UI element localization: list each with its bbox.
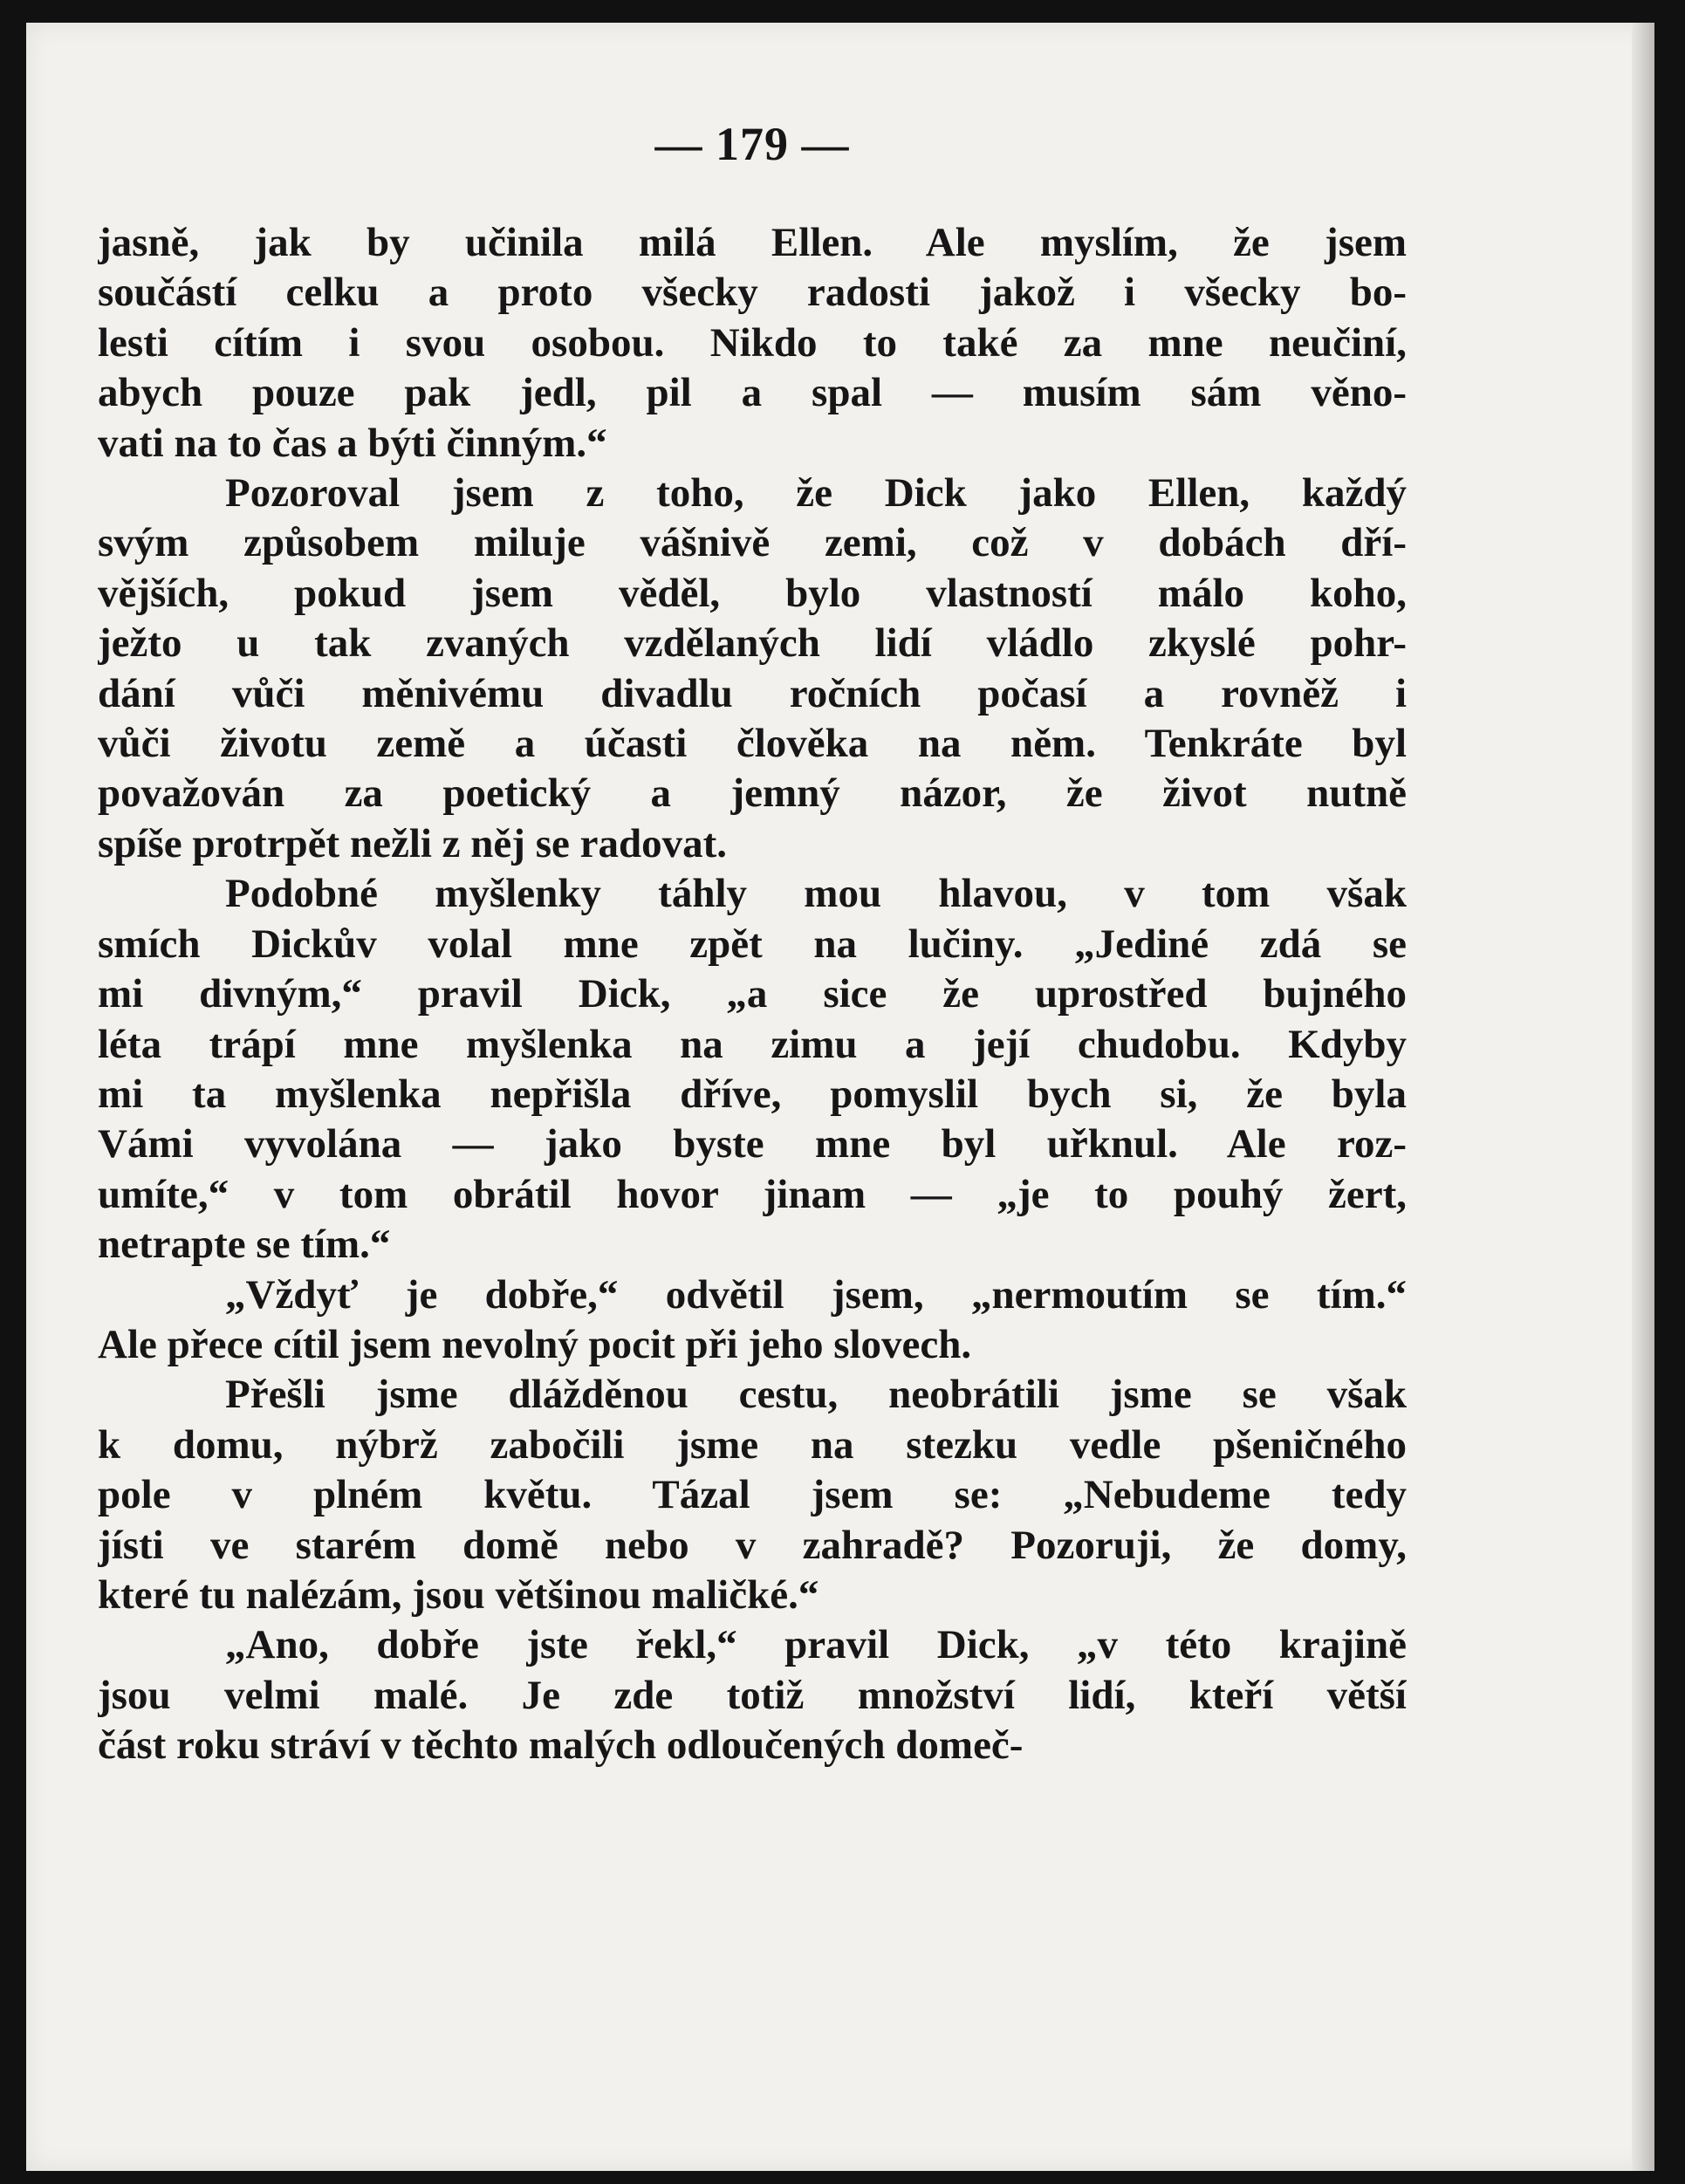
text-line: Pozoroval jsem z toho, že Dick jako Ellen, každý bbox=[225, 470, 1407, 517]
text-line: lesti cítím i svou osobou. Nikdo to také za mne neučiní, bbox=[98, 319, 1407, 366]
text-line: dání vůči měnivému divadlu ročních počasí a rovněž i bbox=[98, 670, 1407, 716]
paragraph bbox=[98, 1270, 1407, 1371]
text-line: spíše protrpět nežli z něj se radovat. bbox=[98, 820, 727, 866]
text-line: mi divným,“ pravil Dick, „a sice že uprostřed bujného bbox=[98, 971, 1407, 1017]
paragraph bbox=[98, 469, 1407, 869]
paragraph bbox=[98, 1620, 1407, 1770]
text-line: „Ano, dobře jste řekl,“ pravil Dick, „v této krajině bbox=[225, 1622, 1407, 1668]
text-line: Vámi vyvolána — jako byste mne byl uřknul. Ale roz- bbox=[98, 1121, 1407, 1167]
text-line: k domu, nýbrž zabočili jsme na stezku vedle pšeničného bbox=[98, 1421, 1407, 1468]
text-line: Přešli jsme dlážděnou cestu, neobrátili jsme se však bbox=[225, 1372, 1407, 1418]
text-line: smích Dickův volal mne zpět na lučiny. „Jediné zdá se bbox=[98, 921, 1407, 967]
paragraphs bbox=[98, 218, 1407, 1771]
text-line: ježto u tak zvaných vzdělaných lidí vládlo zkyslé pohr- bbox=[98, 620, 1407, 667]
paragraph bbox=[98, 1370, 1407, 1620]
page-text bbox=[98, 113, 1407, 1771]
text-line: pole v plném květu. Tázal jsem se: „Nebudeme tedy bbox=[98, 1472, 1407, 1518]
text-line: abych pouze pak jedl, pil a spal — musím sám věno- bbox=[98, 370, 1407, 416]
text-line: umíte,“ v tom obrátil hovor jinam — „je to pouhý žert, bbox=[98, 1171, 1407, 1217]
text-line: Podobné myšlenky táhly mou hlavou, v tom však bbox=[225, 871, 1407, 917]
text-line: vůči životu země a účasti člověka na něm. Tenkráte byl bbox=[98, 721, 1407, 767]
page-number: — 179 — bbox=[654, 118, 850, 170]
text-line: část roku stráví v těchto malých odloučených domeč- bbox=[98, 1722, 1024, 1769]
text-line: mi ta myšlenka nepřišla dříve, pomyslil bych si, že byla bbox=[98, 1071, 1407, 1117]
text-line: netrapte se tím.“ bbox=[98, 1222, 391, 1268]
text-line: „Vždyť je dobře,“ odvětil jsem, „nermoutím se tím.“ bbox=[225, 1271, 1407, 1318]
paragraph bbox=[98, 218, 1407, 469]
text-line: jsou velmi malé. Je zde totiž množství lidí, kteří větší bbox=[98, 1672, 1407, 1718]
text-line: Ale přece cítil jsem nevolný pocit při jeho slovech. bbox=[98, 1321, 972, 1367]
text-line: léta trápí mne myšlenka na zimu a její chudobu. Kdyby bbox=[98, 1021, 1407, 1067]
text-line: které tu nalézám, jsou většinou maličké.“ bbox=[98, 1571, 819, 1618]
text-line: součástí celku a proto všecky radosti jakož i všecky bo- bbox=[98, 270, 1407, 316]
text-line: jasně, jak by učinila milá Ellen. Ale myslím, že jsem bbox=[98, 220, 1407, 265]
text-line: svým způsobem miluje vášnivě zemi, což v dobách dří- bbox=[98, 520, 1407, 566]
text-line: jísti ve starém domě nebo v zahradě? Pozoruji, že domy, bbox=[98, 1522, 1407, 1568]
text-line: vati na to čas a býti činným.“ bbox=[98, 420, 607, 466]
paragraph bbox=[98, 869, 1407, 1270]
page-edge bbox=[1632, 23, 1654, 2171]
text-line: vějších, pokud jsem věděl, bylo vlastností málo koho, bbox=[98, 570, 1407, 616]
text-line: považován za poetický a jemný názor, že život nutně bbox=[98, 770, 1407, 817]
